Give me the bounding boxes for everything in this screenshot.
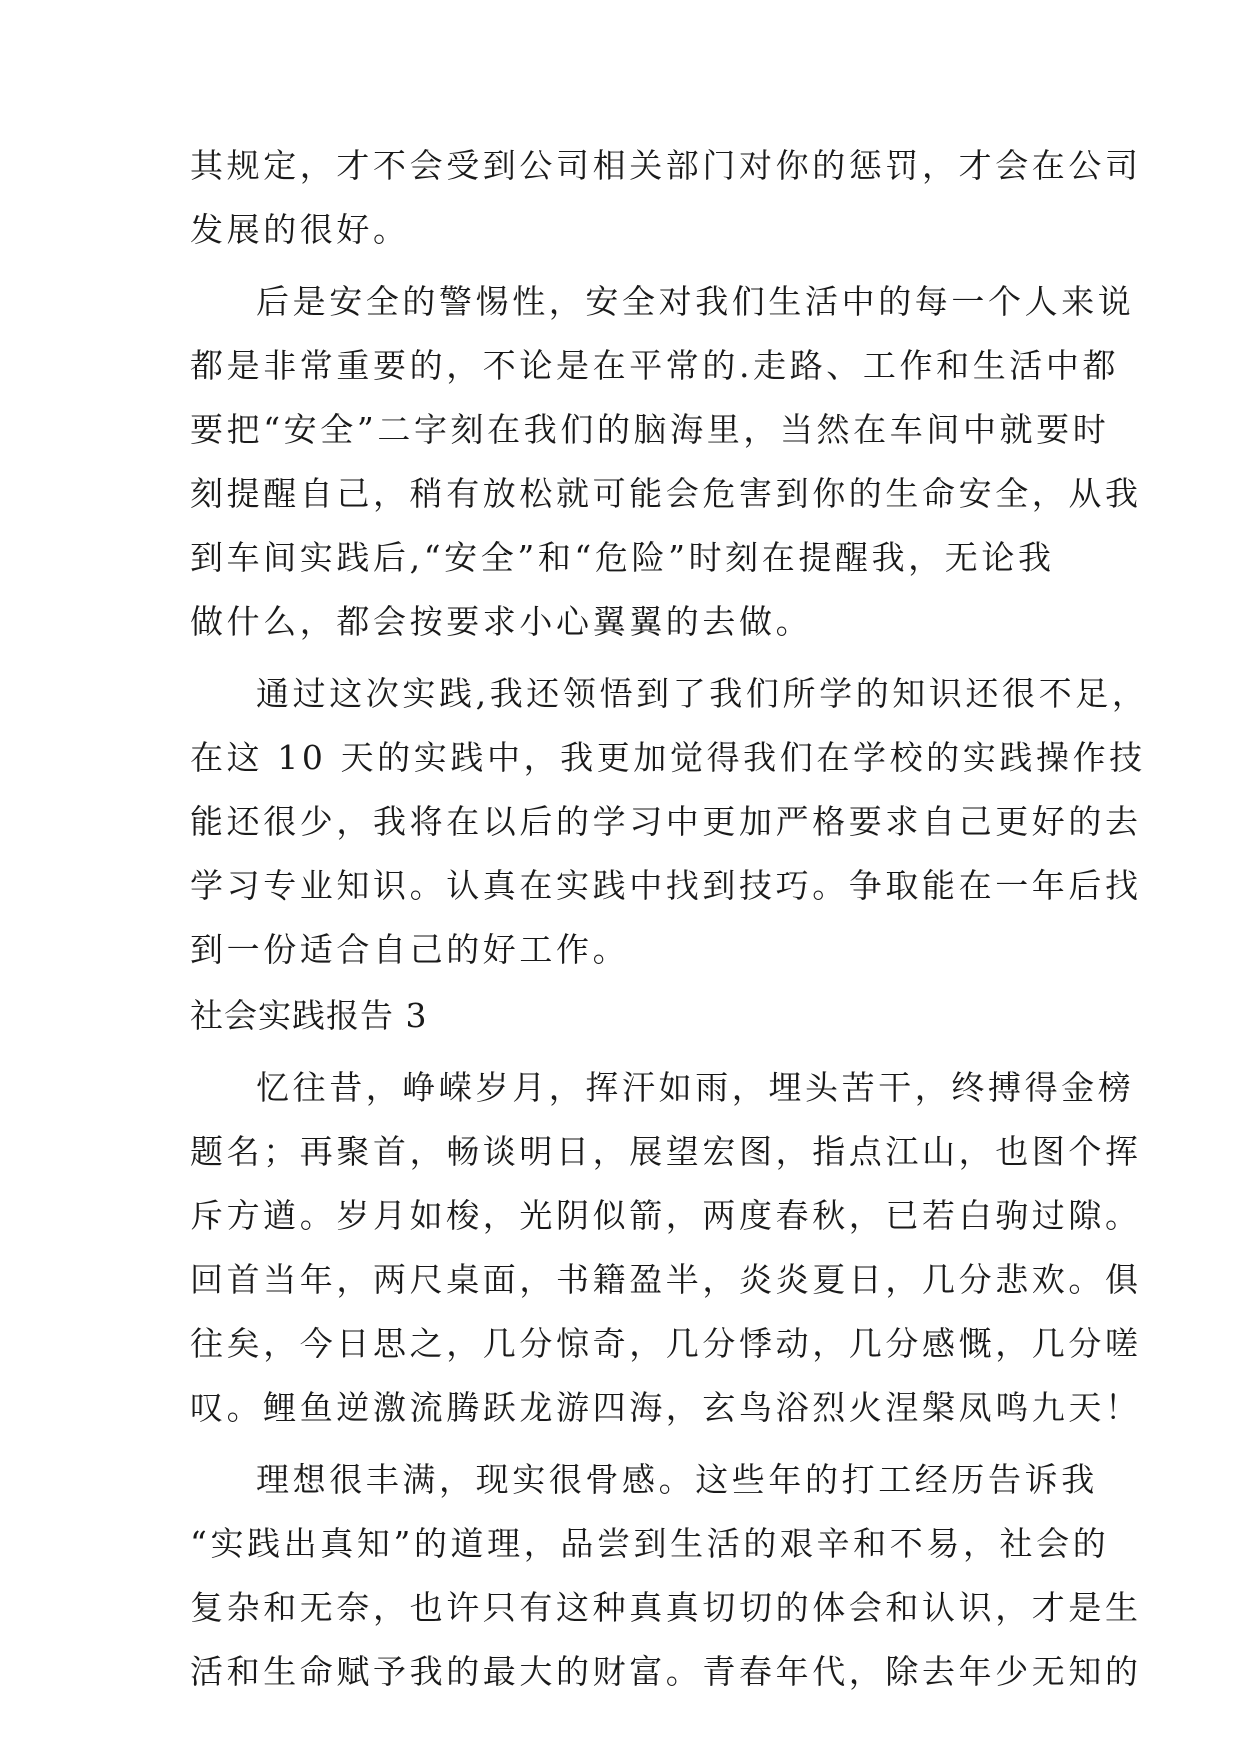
text-line: 刻提醒自己，稍有放松就可能会危害到你的生命安全，从我 (190, 474, 1142, 513)
text-line: 往矣，今日思之，几分惊奇，几分悸动，几分感慨，几分嗟 (190, 1324, 1142, 1363)
text-line: 到一份适合自己的好工作。 (190, 930, 630, 969)
paragraph-first-line: 后是安全的警惕性，安全对我们生活中的每一个人来说 (256, 282, 1135, 321)
text-line: 发展的很好。 (190, 210, 410, 249)
paragraph-first-line: 通过这次实践,我还领悟到了我们所学的知识还很不足， (256, 674, 1149, 713)
paragraph-first-line: 理想很丰满，现实很骨感。这些年的打工经历告诉我 (256, 1460, 1098, 1499)
text-line: 题名；再聚首，畅谈明日，展望宏图，指点江山，也图个挥 (190, 1132, 1142, 1171)
text-line: 到车间实践后,“安全”和“危险”时刻在提醒我，无论我 (190, 538, 1055, 577)
text-line: 斥方遒。岁月如梭，光阴似箭，两度春秋，已若白驹过隙。 (190, 1196, 1142, 1235)
text-line: 都是非常重要的，不论是在平常的.走路、工作和生活中都 (190, 346, 1120, 385)
text-line: 做什么，都会按要求小心翼翼的去做。 (190, 602, 813, 641)
text-line: 回首当年，两尺桌面，书籍盈半，炎炎夏日，几分悲欢。俱 (190, 1260, 1142, 1299)
text-line: “实践出真知”的道理，品尝到生活的艰辛和不易，社会的 (190, 1524, 1110, 1563)
text-line: 学习专业知识。认真在实践中找到技巧。争取能在一年后找 (190, 866, 1142, 905)
text-line: 叹。鲤鱼逆激流腾跃龙游四海，玄鸟浴烈火涅槃凤鸣九天！ (190, 1388, 1142, 1427)
section-heading: 社会实践报告 3 (190, 996, 428, 1035)
text-line: 在这 10 天的实践中，我更加觉得我们在学校的实践操作技 (190, 738, 1146, 777)
text-line: 活和生命赋予我的最大的财富。青春年代，除去年少无知的 (190, 1652, 1142, 1691)
text-line: 能还很少，我将在以后的学习中更加严格要求自己更好的去 (190, 802, 1142, 841)
text-line: 复杂和无奈，也许只有这种真真切切的体会和认识，才是生 (190, 1588, 1142, 1627)
text-line: 其规定，才不会受到公司相关部门对你的惩罚，才会在公司 (190, 146, 1142, 185)
paragraph-first-line: 忆往昔，峥嵘岁月，挥汗如雨，埋头苦干，终搏得金榜 (256, 1068, 1135, 1107)
text-line: 要把“安全”二字刻在我们的脑海里，当然在车间中就要时 (190, 410, 1110, 449)
